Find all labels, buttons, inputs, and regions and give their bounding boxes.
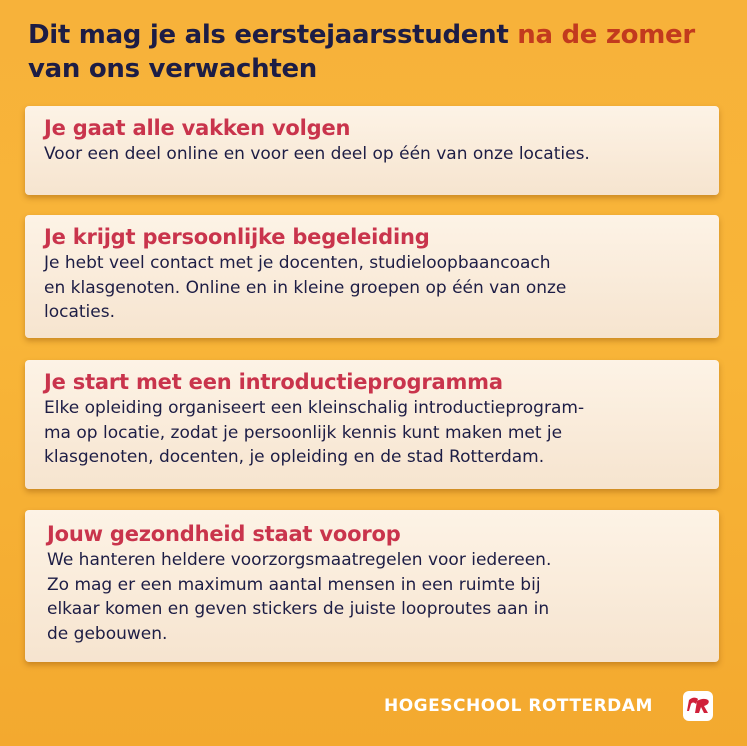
card-heading: Je krijgt persoonlijke begeleiding — [44, 225, 430, 249]
card-health — [25, 510, 719, 662]
title-accent: na de zomer — [517, 20, 695, 50]
card-body: Voor een deel online en voor een deel op één van onze locaties. — [44, 144, 590, 164]
page-title — [28, 18, 728, 86]
title-line2: van ons verwachten — [28, 54, 318, 84]
card-heading: Jouw gezondheid staat voorop — [47, 522, 401, 546]
brand-name: HOGESCHOOL ROTTERDAM — [384, 696, 653, 716]
card-body: Je hebt veel contact met je docenten, studieloopbaancoach en klasgenoten. Online en in kleine groepen op één van onze locaties. — [44, 253, 567, 322]
hr-logo-icon — [683, 691, 713, 721]
title-main: Dit mag je als eerstejaarsstudent — [28, 20, 518, 50]
card-body: Elke opleiding organiseert een kleinschalig introductieprogram- ma op locatie, zodat je persoonlijk kennis kunt maken met je klasgenoten, docenten, je opleiding en de stad Rotterdam. — [44, 398, 585, 467]
card-guidance — [25, 215, 719, 338]
card-courses — [25, 106, 719, 195]
card-heading: Je gaat alle vakken volgen — [44, 116, 351, 140]
card-heading: Je start met een introductieprogramma — [44, 370, 503, 394]
card-introduction — [25, 360, 719, 489]
card-body: We hanteren heldere voorzorgsmaatregelen voor iedereen. Zo mag er een maximum aantal mensen in een ruimte bij elkaar komen en geven stickers de juiste looproutes aan in de gebouwen. — [47, 550, 552, 644]
